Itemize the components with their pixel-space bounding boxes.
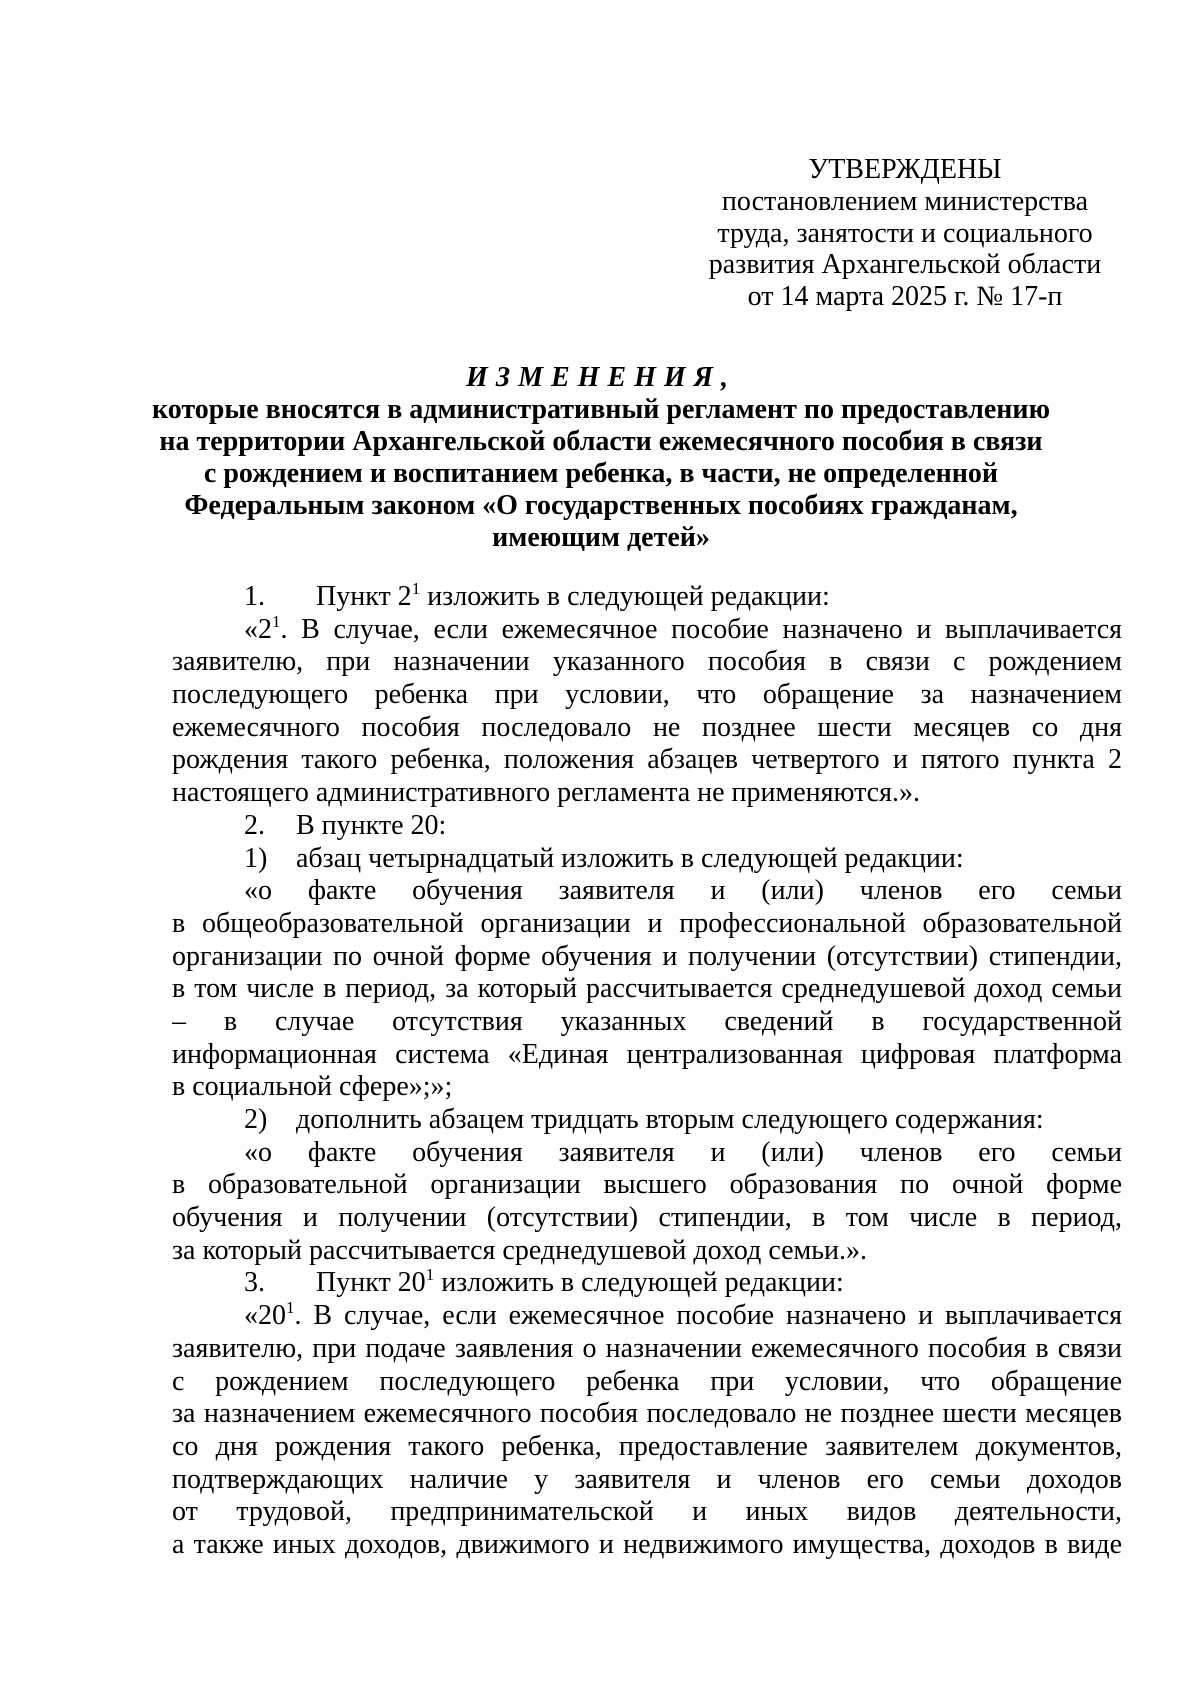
title-line: имеющим детей» <box>492 522 710 553</box>
paragraph-line: заявителю, при подаче заявления о назначении ежемесячного пособия в связи <box>172 1332 1122 1364</box>
paragraph-line: заявителю, при назначении указанного пособия в связи с рождением <box>172 646 1122 678</box>
paragraph-line: информационная система «Единая централизованная цифровая платформа <box>172 1038 1122 1070</box>
paragraph-line: за назначением ежемесячного пособия последовало не позднее шести месяцев <box>172 1398 1122 1430</box>
paragraph-line: рождения такого ребенка, положения абзацев четвертого и пятого пункта 2 <box>172 744 1122 776</box>
paragraph-line: подтверждающих наличие у заявителя и членов его семьи доходов <box>172 1463 1122 1495</box>
paragraph-line: ежемесячного пособия последовало не позднее шести месяцев со дня <box>172 711 1122 743</box>
title-line: которые вносятся в административный регламент по предоставлению <box>152 394 1050 425</box>
item-1-heading: 1. Пункт $2^1$ изложить в следующей редакции: <box>244 579 830 612</box>
document-body <box>172 581 1122 1562</box>
item-number: 3. <box>244 1267 265 1299</box>
paragraph-line: в том числе в период, за который рассчитывается среднедушевой доход семьи <box>172 973 1122 1005</box>
item-number: 1. <box>244 581 265 612</box>
approval-date: от 14 марта 2025 г. № 17-п <box>747 281 1063 313</box>
paragraph-line: настоящего административного регламента не применяются.». <box>172 777 920 809</box>
paragraph-line: «о факте обучения заявителя и (или) членов его семьи <box>244 875 1122 907</box>
paragraph-line: в образовательной организации высшего образования по очной форме <box>172 1169 1122 1201</box>
paragraph-line: «о факте обучения заявителя и (или) членов его семьи <box>244 1136 1122 1168</box>
item-3-heading: 3. Пункт $20^1$ изложить в следующей редакции: <box>244 1265 844 1299</box>
approval-line: труда, занятости и социального <box>717 217 1093 249</box>
paragraph-line: в социальной сфере»;»; <box>172 1071 453 1103</box>
item-2-heading: 2. В пункте 20: <box>244 809 447 841</box>
title-main: ИЗМЕНЕНИЯ, <box>466 362 736 393</box>
paragraph-line: со дня рождения такого ребенка, предоставление заявителем документов, <box>172 1430 1122 1462</box>
approval-heading: УТВЕРЖДЕНЫ <box>808 154 1002 185</box>
approval-line: развития Архангельской области <box>708 249 1102 281</box>
title-line: с рождением и воспитанием ребенка, в части, не определенной <box>203 458 999 489</box>
paragraph-line: последующего ребенка при условии, что обращение за назначением <box>172 679 1122 711</box>
subitem-number: 1) <box>244 842 268 874</box>
paragraph-line: за который рассчитывается среднедушевой доход семьи.». <box>172 1234 868 1266</box>
approval-stamp <box>690 154 1120 313</box>
paragraph-line: – в случае отсутствия указанных сведений в государственной <box>172 1005 1122 1037</box>
subitem-2-heading: 2) дополнить абзацем тридцать вторым следующего содержания: <box>244 1104 1044 1135</box>
subitem-number: 2) <box>244 1104 268 1135</box>
paragraph-line: организации по очной форме обучения и получении (отсутствии) стипендии, <box>172 940 1122 972</box>
paragraph-line: «$2^1$. В случае, если ежемесячное пособие назначено и выплачивается <box>244 613 1122 645</box>
approval-line: постановлением министерства <box>721 185 1089 217</box>
title-line: на территории Архангельской области ежемесячного пособия в связи <box>159 426 1043 457</box>
paragraph-line: а также иных доходов, движимого и недвижимого имущества, доходов в виде <box>172 1528 1122 1560</box>
paragraph-line: с рождением последующего ребенка при условии, что обращение <box>172 1365 1122 1397</box>
paragraph-line: в общеобразовательной организации и профессиональной образовательной <box>172 907 1122 939</box>
paragraph-line: «$20^1$. В случае, если ежемесячное пособие назначено и выплачивается <box>244 1300 1122 1332</box>
document-title <box>120 362 1082 554</box>
subitem-1-heading: 1) абзац четырнадцатый изложить в следующей редакции: <box>244 842 964 874</box>
paragraph-line: обучения и получении (отсутствии) стипендии, в том числе в период, <box>172 1202 1122 1234</box>
title-line: Федеральным законом «О государственных пособиях гражданам, <box>184 490 1018 521</box>
item-number: 2. <box>244 809 265 841</box>
paragraph-line: от трудовой, предпринимательской и иных видов деятельности, <box>172 1496 1122 1528</box>
